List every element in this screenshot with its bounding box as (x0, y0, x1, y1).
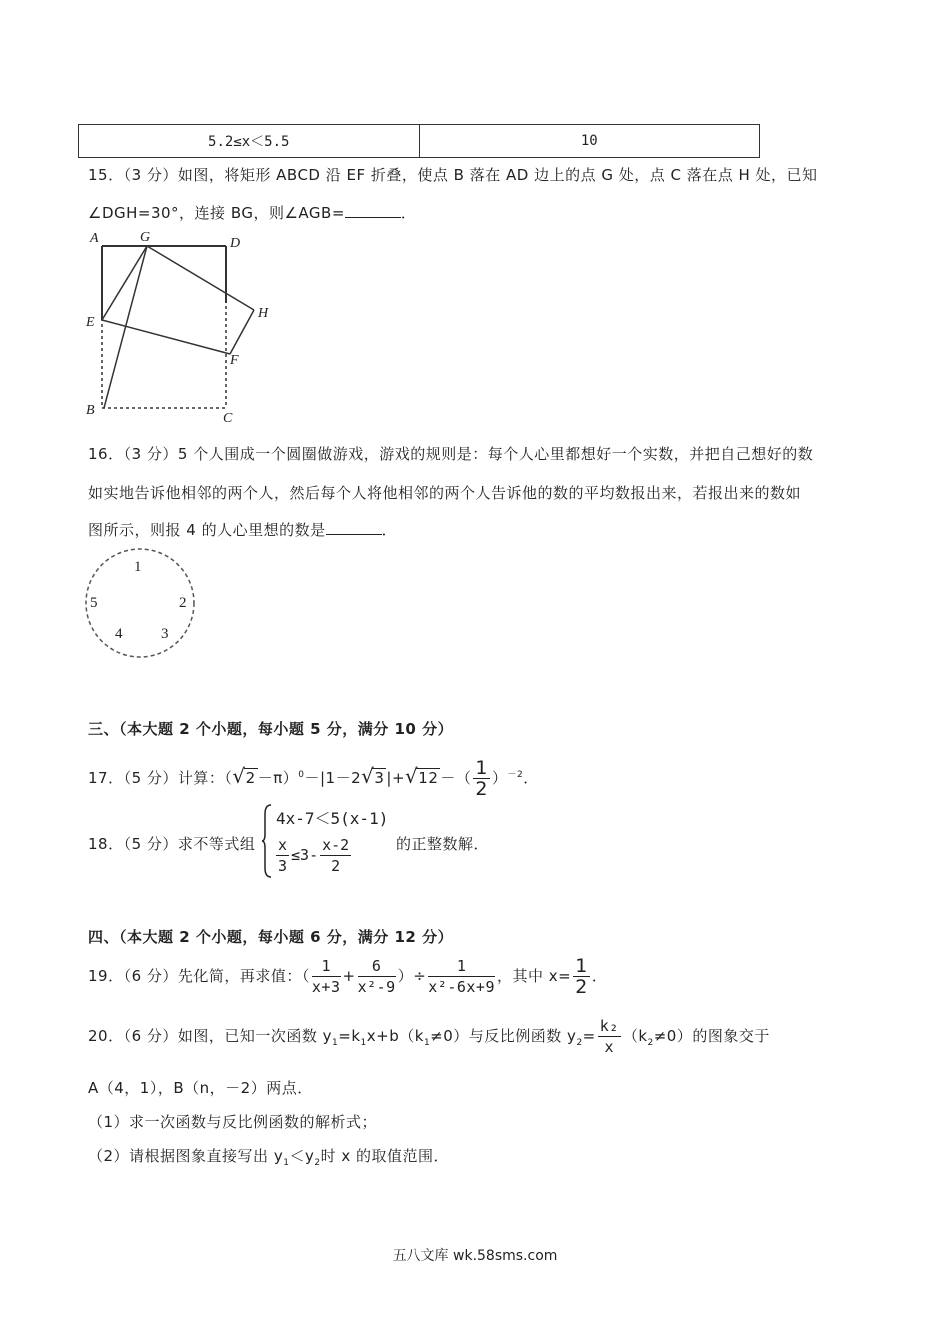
segment-ef (102, 320, 230, 354)
segment-gh (147, 246, 254, 310)
q17-exp: －2 (507, 770, 524, 780)
circle-number-4: 4 (115, 626, 123, 642)
q15-line2 (88, 202, 416, 223)
q17-sqrt12: 12 (418, 769, 439, 787)
brace (262, 804, 272, 878)
q17-prefix: 17．（5 分）计算：（ (88, 769, 233, 787)
q16-line3 (88, 519, 397, 540)
sqrt-sign: √ (405, 764, 419, 788)
table-cell-range: 5.2≤x＜5.5 (79, 125, 420, 158)
q15-line2-text: ∠DGH=30°，连接 BG，则∠AGB= (88, 204, 345, 222)
footer-watermark: 五八文库 wk.58sms.com (392, 1248, 558, 1264)
q20-sub1: （1）求一次函数与反比例函数的解析式； (88, 1113, 378, 1131)
q17-abs: －|1－2 (304, 769, 362, 787)
q16-circle-figure (82, 546, 202, 662)
label-b: B (86, 403, 95, 418)
q16-line2: 如实地告诉他相邻的两个人，然后每个人将他相邻的两个人告诉他的数的平均数报出来，若报出来的数如 (88, 484, 802, 502)
q15-line1: 15．（3 分）如图，将矩形 ABCD 沿 EF 折叠，使点 B 落在 AD 边上的点 G 处，点 C 落在点 H 处，已知 (88, 166, 818, 184)
q17-sqrt3: 3 (374, 769, 385, 787)
sqrt-sign: √ (232, 764, 246, 788)
q19-prefix: 19．（6 分）先化简，再求值：（ (88, 967, 310, 985)
q16-line3-text: 图所示，则报 4 的人心里想的数是 (88, 521, 326, 539)
q17-exp0: 0 (298, 770, 305, 780)
circle-number-5: 5 (90, 595, 98, 611)
sqrt-sign: √ (361, 764, 375, 788)
label-d: D (230, 236, 241, 251)
table-row (79, 125, 760, 158)
q20-line1: 20．（6 分）如图，已知一次函数 $y_1=k_1x+b(k_1\ne 0)$与反比例函数 $y_2=$ $\frac{\text{k₂}}{x}$ $(k_2\ne 0)$的图象交于 (88, 1017, 770, 1056)
q17: 17．（5 分）计算：$(√2 -\pi)^0-|1-2√3$ |+√12 －（ $\frac{1}{2}$ ）$^{-2}$． (88, 757, 539, 800)
q18-ineq1: 4x-7＜5(x-1) (276, 809, 389, 828)
label-h: H (258, 306, 269, 321)
q17-sqrt2: 2 (245, 769, 256, 787)
q15-figure (80, 228, 280, 428)
q17-mid: －（ (440, 769, 472, 787)
segment-bg (104, 246, 147, 408)
label-f: F (230, 353, 239, 368)
q16-line3-end: ． (381, 521, 398, 539)
q17-abs-end: |+ (386, 769, 406, 787)
label-c: C (223, 411, 233, 426)
q18-suffix: 的正整数解． (396, 835, 490, 853)
segment-ge (102, 246, 147, 320)
section-4-heading: 四、（本大题 2 个小题，每小题 6 分，满分 12 分） (88, 928, 454, 946)
q17-fraction: $\frac{1}{2}$ (475, 757, 488, 800)
circle-number-3: 3 (161, 626, 169, 642)
table-cell-count: 10 (419, 125, 760, 158)
segment-hf (230, 310, 254, 354)
circle-number-1: 1 (134, 559, 142, 575)
q16-line1: 16．（3 分）5 个人围成一个圆圈做游戏，游戏的规则是：每个人心里都想好一个实数，并把自己想好的数 (88, 445, 814, 463)
label-g: G (140, 230, 151, 245)
circle-number-2: 2 (179, 595, 187, 611)
q17-pi: －π） (257, 769, 299, 787)
q18-prefix: 18．（5 分）求不等式组 (88, 835, 256, 853)
q18-leq: ≤3- (291, 846, 319, 864)
frequency-table (78, 124, 760, 158)
q19: 19．（6 分）先化简，再求值：（ $\frac{1}{x+3}$ + $\frac{6}{\text{x²-9}}$ ）÷ $\frac{1}{\text{x²-6x+9}}$ ，其中 x= $\frac{1}{2}$ ． (88, 955, 608, 998)
q20-sub2: （2）请根据图象直接写出 $y_1<y_2$时 x 的取值范围． (88, 1147, 449, 1168)
q15-line2-end: ． (400, 204, 417, 222)
q15-answer-blank (345, 217, 401, 218)
label-a: A (90, 231, 99, 246)
q17-end: ） (492, 769, 508, 787)
label-e: E (86, 315, 95, 330)
q18-ineq2: $\frac{x}{3}$ ≤3- $\frac{x-2}{2}$ (278, 836, 350, 875)
section-3-heading: 三、（本大题 2 个小题，每小题 5 分，满分 10 分） (88, 720, 454, 738)
q20-line2: A（4，1），B（n，－2）两点． (88, 1079, 313, 1097)
q16-answer-blank (326, 534, 382, 535)
